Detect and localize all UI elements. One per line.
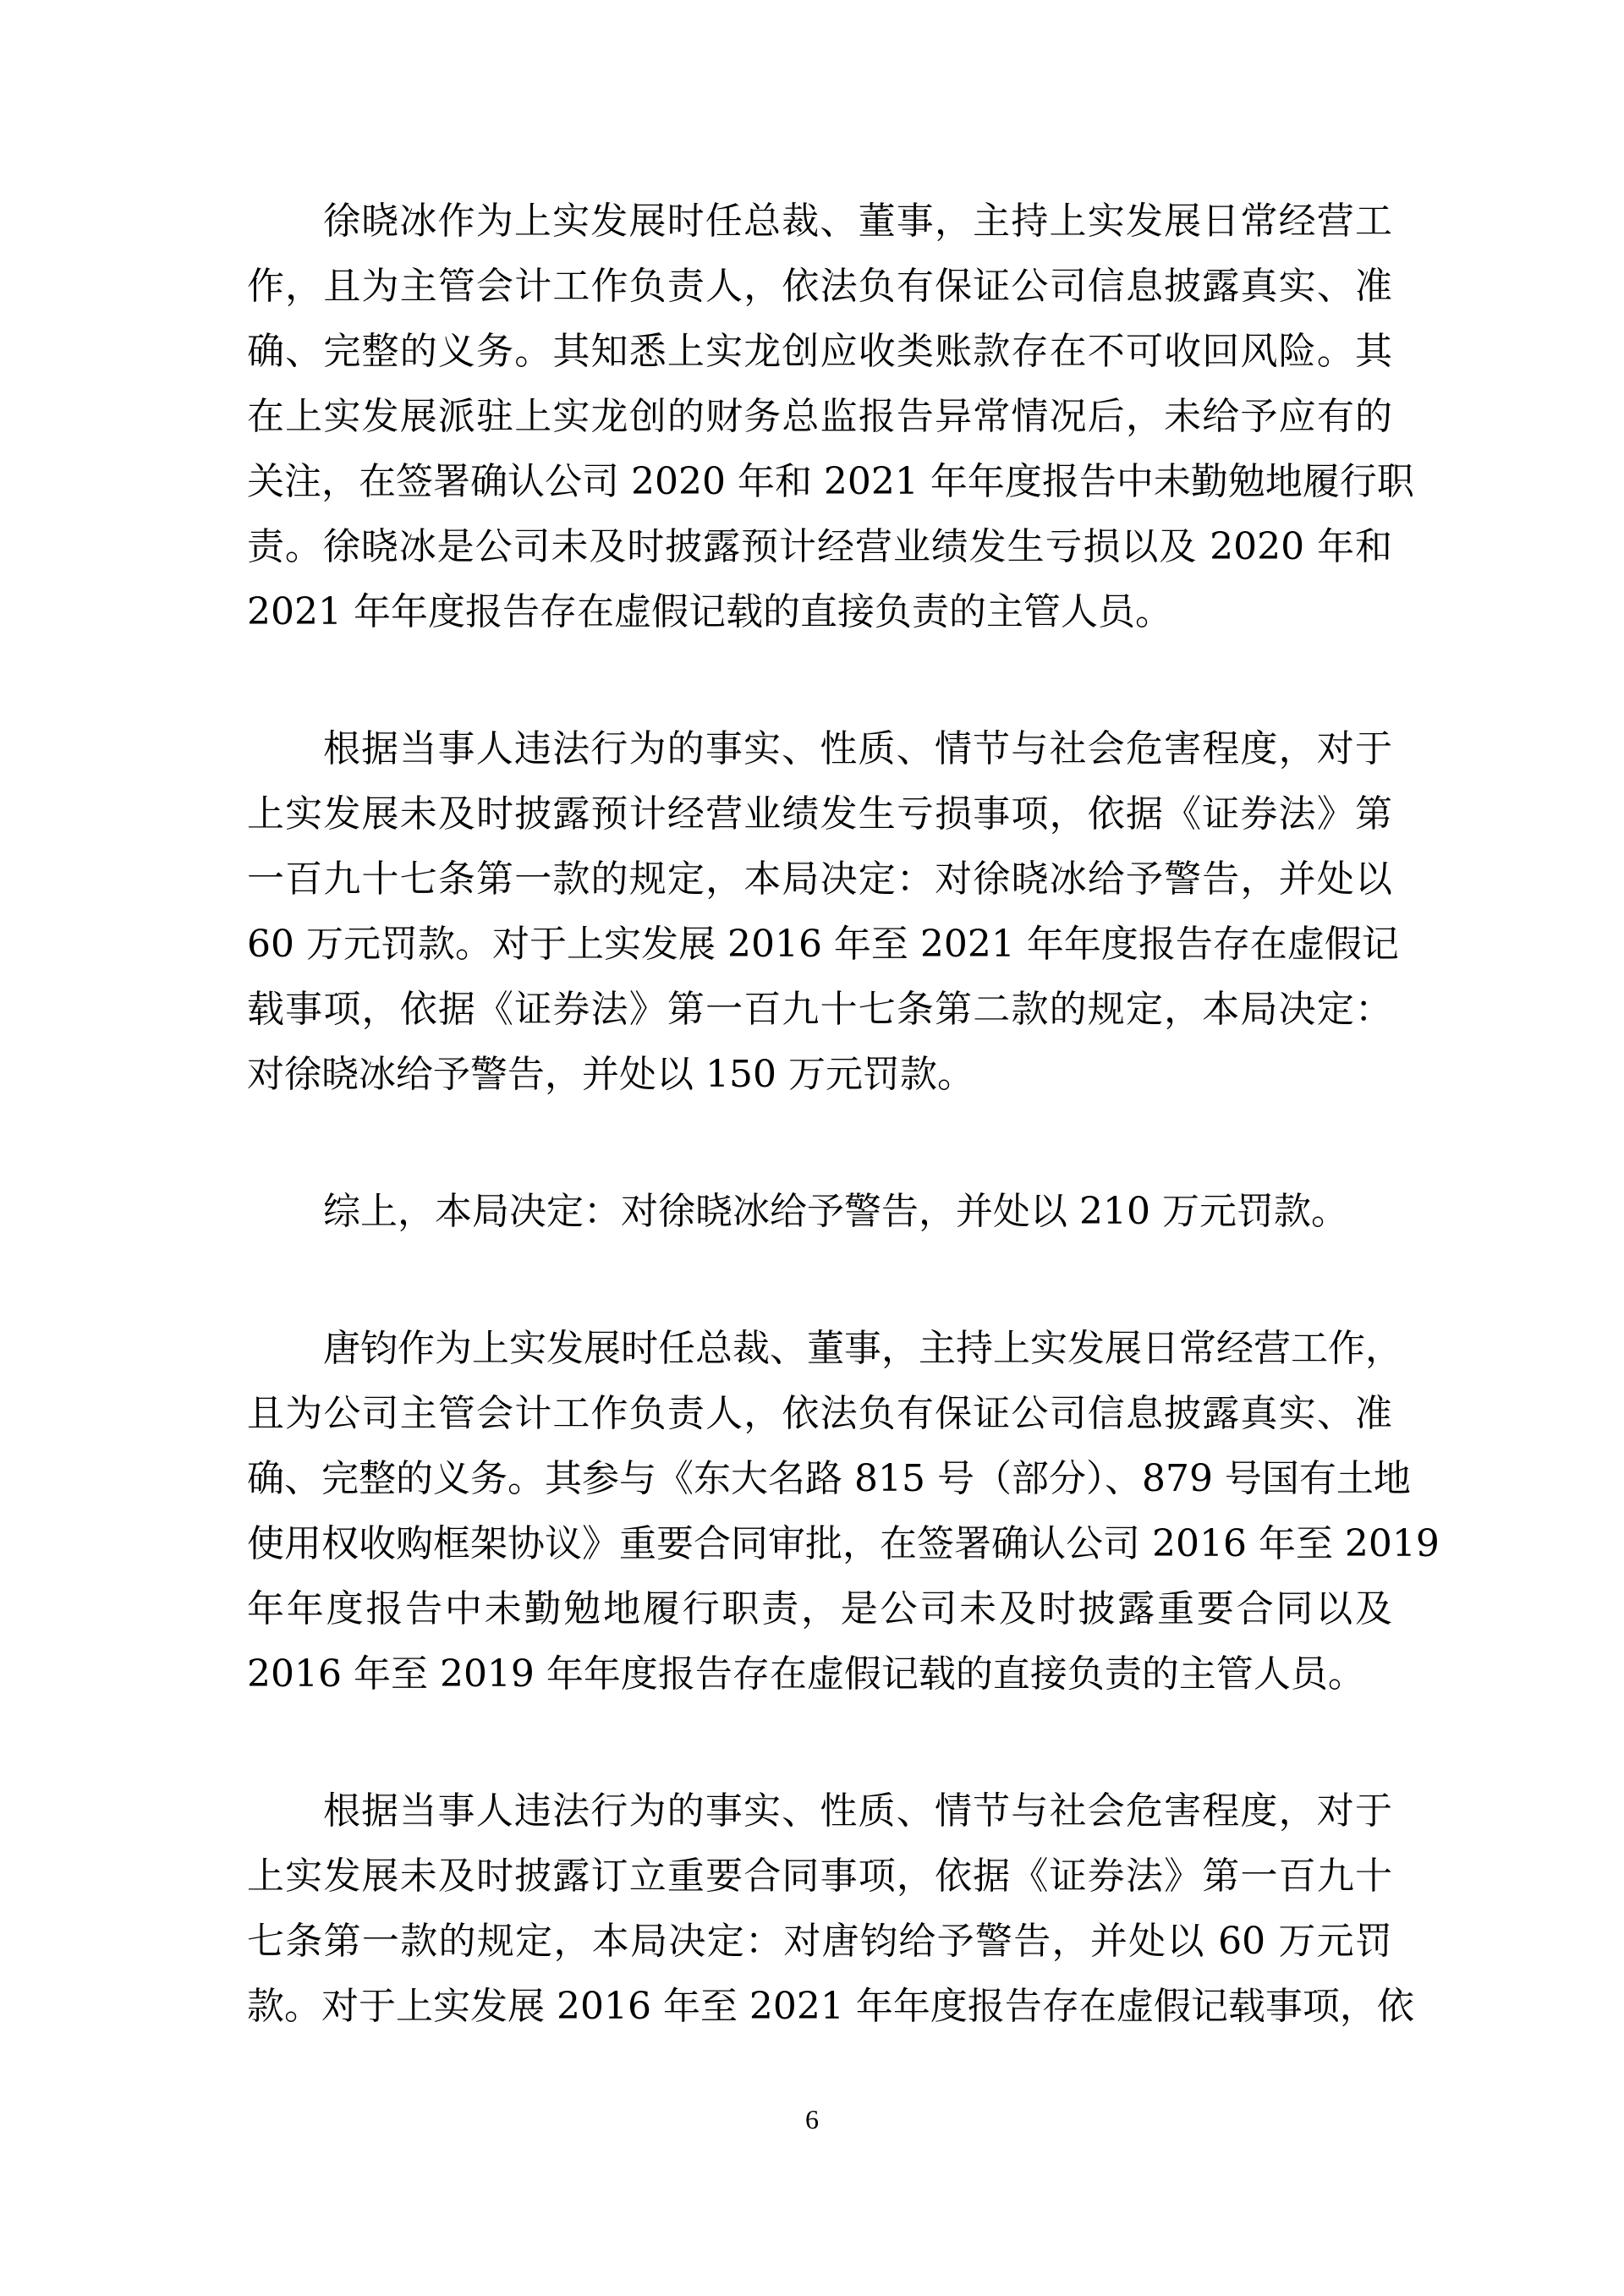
text-line: 上实发展未及时披露订立重要合同事项，依据《证券法》第一百九十 <box>247 1855 1392 1898</box>
text-line: 款。对于上实发展 2016 年至 2021 年年度报告存在虚假记载事项，依 <box>247 1985 1414 2028</box>
text-line: 确、完整的义务。其参与《东大名路 815 号（部分）、879 号国有土地 <box>247 1457 1411 1500</box>
text-line: 徐晓冰作为上实发展时任总裁、董事，主持上实发展日常经营工 <box>323 200 1392 243</box>
text-line: 2016 年至 2019 年年度报告存在虚假记载的直接负责的主管人员。 <box>247 1652 1365 1696</box>
text-line: 对徐晓冰给予警告，并处以 150 万元罚款。 <box>247 1053 974 1096</box>
text-line: 责。徐晓冰是公司未及时披露预计经营业绩发生亏损以及 2020 年和 <box>247 525 1392 568</box>
text-line: 60 万元罚款。对于上实发展 2016 年至 2021 年年度报告存在虚假记 <box>247 923 1399 966</box>
page-number: 6 <box>805 2104 819 2134</box>
text-line: 在上实发展派驻上实龙创的财务总监报告异常情况后，未给予应有的 <box>247 395 1392 438</box>
paragraph <box>247 1778 1414 2039</box>
text-line: 年年度报告中未勤勉地履行职责，是公司未及时披露重要合同以及 <box>247 1587 1392 1630</box>
text-line: 一百九十七条第一款的规定，本局决定：对徐晓冰给予警告，并处以 <box>247 858 1392 901</box>
text-line: 上实发展未及时披露预计经营业绩发生亏损事项，依据《证券法》第 <box>247 792 1392 836</box>
text-line: 唐钧作为上实发展时任总裁、董事，主持上实发展日常经营工作， <box>323 1327 1402 1370</box>
paragraph <box>247 1316 1440 1707</box>
text-line: 关注，在签署确认公司 2020 年和 2021 年年度报告中未勤勉地履行职 <box>247 460 1414 503</box>
text-line: 使用权收购框架协议》重要合同审批，在签署确认公司 2016 年至 2019 <box>247 1522 1440 1565</box>
text-line: 2021 年年度报告存在虚假记载的直接负责的主管人员。 <box>247 590 1172 633</box>
text-line: 综上，本局决定：对徐晓冰给予警告，并处以 210 万元罚款。 <box>323 1190 1348 1233</box>
paragraph <box>247 1179 1392 1244</box>
text-line: 确、完整的义务。其知悉上实龙创应收类账款存在不可收回风险。其 <box>247 330 1392 373</box>
text-line: 作，且为主管会计工作负责人，依法负有保证公司信息披露真实、准 <box>247 265 1392 308</box>
text-line: 根据当事人违法行为的事实、性质、情节与社会危害程度，对于 <box>323 727 1392 770</box>
text-line: 且为公司主管会计工作负责人，依法负有保证公司信息披露真实、准 <box>247 1392 1392 1435</box>
paragraph <box>247 189 1414 644</box>
text-line: 载事项，依据《证券法》第一百九十七条第二款的规定，本局决定： <box>247 988 1392 1031</box>
document-body <box>247 189 1440 2111</box>
paragraph <box>247 716 1399 1107</box>
text-line: 根据当事人违法行为的事实、性质、情节与社会危害程度，对于 <box>323 1789 1392 1833</box>
text-line: 七条第一款的规定，本局决定：对唐钧给予警告，并处以 60 万元罚 <box>247 1920 1392 1963</box>
